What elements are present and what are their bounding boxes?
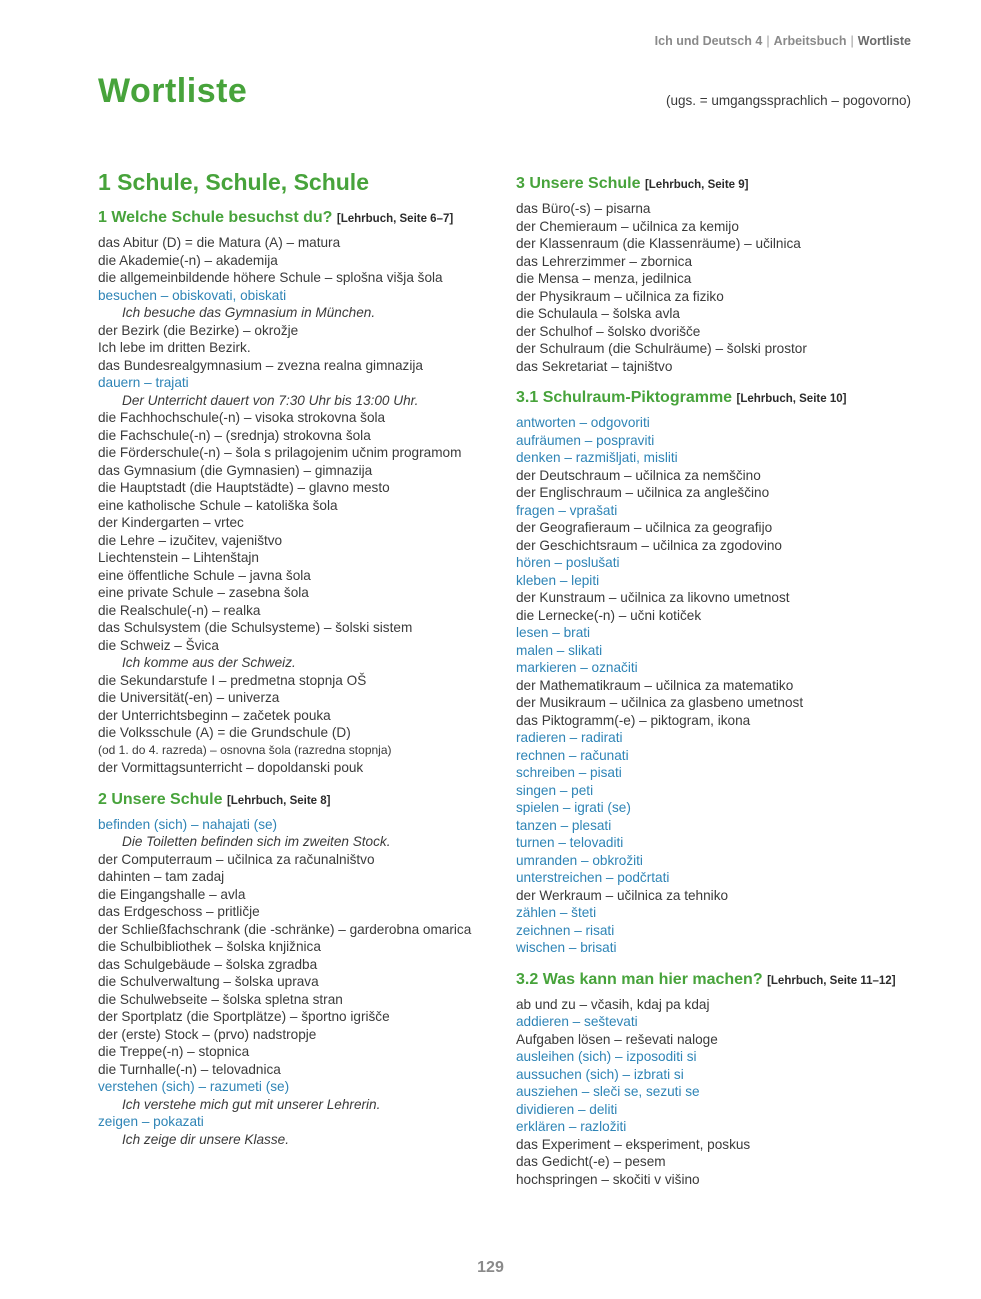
vocab-entry: die Universität(-en) – univerza (98, 690, 280, 705)
vocab-entry: die Lernecke(-n) – učni kotiček (516, 607, 702, 623)
vocab-entry: befinden (sich) – nahajati (se) (98, 816, 278, 832)
vocab-entry: der Chemieraum – učilnica za kemijo (516, 218, 739, 234)
vocab-entry: spielen – igrati (se) (516, 800, 631, 815)
vocab-entry: der Kindergarten – vrtec (98, 515, 244, 530)
section-heading (98, 208, 493, 229)
vocab-entry: ausziehen – sleči se, sezuti se (516, 1084, 700, 1099)
section-reference: [Lehrbuch, Seite 10] (736, 393, 847, 405)
vocab-entry: der Geschichtsraum – učilnica za zgodovino (516, 537, 782, 553)
vocab-entry: der Vormittagsunterricht – dopoldanski pouk (98, 760, 364, 775)
vocab-entry: die Schulwebseite – šolska spletna stran (98, 991, 343, 1007)
vocab-entry: das Erdgeschoss – pritličje (98, 904, 260, 919)
header-part: Arbeitsbuch (773, 34, 847, 48)
vocab-entry: das Sekretariat – tajništvo (516, 358, 673, 374)
header-book: Ich und Deutsch 4 (654, 34, 763, 48)
vocab-entry: die Realschule(-n) – realka (98, 602, 261, 618)
section-reference: [Lehrbuch, Seite 9] (644, 179, 749, 191)
chapter-title: 1 Schule, Schule, Schule (98, 169, 369, 195)
vocab-entry: singen – peti (516, 782, 594, 798)
vocab-entry: zählen – šteti (516, 905, 597, 920)
vocab-entry: die Lehre – izučitev, vajeništvo (98, 532, 283, 548)
running-header: Ich und Deutsch 4 | Arbeitsbuch | Wortliste (654, 34, 911, 48)
vocab-entry: denken – razmišljati, misliti (516, 450, 678, 465)
left-column (98, 168, 493, 1161)
vocab-entry: der Physikraum – učilnica za fiziko (516, 288, 724, 304)
vocab-entry: die Turnhalle(-n) – telovadnica (98, 1061, 281, 1077)
section-title: 2 Unsere Schule (98, 790, 223, 808)
vocab-entry: das Lehrerzimmer – zbornica (516, 253, 693, 269)
vocab-entry: eine katholische Schule – katoliška šola (98, 497, 338, 513)
vocab-entry: das Piktogramm(-e) – piktogram, ikona (516, 712, 751, 728)
vocab-entry: besuchen – obiskovati, obiskati (98, 287, 287, 303)
section (516, 174, 916, 375)
example-sentence: Ich zeige dir unsere Klasse. (122, 1131, 289, 1147)
vocab-entry: erklären – razložiti (516, 1119, 627, 1134)
vocab-entry: der Geografieraum – učilnica za geografijo (516, 520, 773, 535)
vocab-entry: dahinten – tam zadaj (98, 869, 225, 884)
vocab-entry: der Bezirk (die Bezirke) – okrožje (98, 322, 299, 338)
vocab-entry: der (erste) Stock – (prvo) nadstropje (98, 1026, 317, 1042)
vocab-entry: hören – poslušati (516, 555, 620, 570)
vocab-entry: das Bundesrealgymnasium – zvezna realna gimnazija (98, 357, 423, 373)
vocab-entry: schreiben – pisati (516, 765, 622, 780)
vocab-entry: der Sportplatz (die Sportplätze) – športno igrišče (98, 1009, 390, 1024)
example-sentence: Ich besuche das Gymnasium in München. (122, 305, 376, 320)
section (516, 388, 916, 957)
vocab-entry: Ich lebe im dritten Bezirk. (98, 340, 251, 355)
vocab-entry: Liechtenstein – Lihtenštajn (98, 550, 259, 565)
vocab-entry: das Büro(-s) – pisarna (516, 201, 651, 216)
vocab-entry: malen – slikati (516, 642, 603, 658)
vocab-entry: der Mathematikraum – učilnica za matematiko (516, 677, 794, 693)
example-sentence: Der Unterricht dauert von 7:30 Uhr bis 13:00 Uhr. (122, 392, 419, 408)
vocab-entry: die Akademie(-n) – akademija (98, 252, 278, 268)
header-current: Wortliste (857, 34, 911, 48)
vocab-entry: der Musikraum – učilnica za glasbeno umetnost (516, 695, 804, 710)
page-number: 129 (477, 1259, 504, 1276)
vocab-entry: der Schulhof – šolsko dvorišče (516, 323, 701, 339)
vocab-entry: das Experiment – eksperiment, poskus (516, 1136, 751, 1152)
vocab-entry: die Eingangshalle – avla (98, 886, 246, 902)
vocab-entry: der Computerraum – učilnica za računalništvo (98, 851, 375, 867)
vocab-entry: die Treppe(-n) – stopnica (98, 1044, 250, 1059)
vocab-entry: der Klassenraum (die Klassenräume) – učilnica (516, 236, 801, 251)
vocab-entry: antworten – odgovoriti (516, 415, 650, 430)
vocab-entry: rechnen – računati (516, 747, 629, 763)
vocab-entry: fragen – vprašati (516, 502, 618, 518)
section-reference: [Lehrbuch, Seite 6–7] (336, 213, 454, 225)
vocab-entry: das Schulsystem (die Schulsysteme) – šolski sistem (98, 620, 413, 635)
vocab-entry: die Fachhochschule(-n) – visoka strokovna šola (98, 410, 386, 425)
vocab-entry: die Schulaula – šolska avla (516, 306, 680, 321)
vocab-entry: der Schulraum (die Schulräume) – šolski prostor (516, 341, 807, 356)
vocab-entry: die Fachschule(-n) – (srednja) strokovna šola (98, 427, 371, 443)
section-title: 3 Unsere Schule (516, 175, 641, 192)
vocab-entry: markieren – označiti (516, 660, 638, 675)
vocab-entry: hochspringen – skočiti v višino (516, 1171, 700, 1187)
vocab-entry: turnen – telovaditi (516, 835, 624, 850)
vocab-entry: Aufgaben lösen – reševati naloge (516, 1031, 718, 1047)
vocab-entry: ausleihen (sich) – izposoditi si (516, 1049, 697, 1064)
vocab-entry: das Gymnasium (die Gymnasien) – gimnazija (98, 462, 373, 478)
section-heading (516, 174, 916, 195)
vocab-entry: der Unterrichtsbeginn – začetek pouka (98, 707, 331, 723)
vocab-entry: die Hauptstadt (die Hauptstädte) – glavno mesto (98, 480, 390, 495)
vocab-entry: die Schulbibliothek – šolska knjižnica (98, 939, 321, 954)
example-sentence: Ich verstehe mich gut mit unserer Lehrerin. (122, 1096, 381, 1112)
section-heading (516, 388, 916, 409)
example-sentence: Ich komme aus der Schweiz. (122, 655, 296, 670)
vocab-entry: zeigen – pokazati (98, 1114, 204, 1129)
vocab-entry: die Förderschule(-n) – šola s prilagojenim učnim programom (98, 445, 462, 460)
vocab-entry: die Volksschule (A) = die Grundschule (D) (98, 725, 351, 740)
vocab-entry: die Sekundarstufe I – predmetna stopnja OŠ (98, 672, 367, 688)
vocab-entry: das Gedicht(-e) – pesem (516, 1154, 666, 1169)
example-sentence: Die Toiletten befinden sich im zweiten Stock. (122, 834, 391, 849)
section-reference: [Lehrbuch, Seite 11–12] (767, 974, 896, 987)
right-column (516, 174, 916, 1201)
vocab-entry: das Schulgebäude – šolska zgradba (98, 956, 318, 972)
vocab-entry: wischen – brisati (516, 940, 617, 955)
section-heading (516, 970, 916, 991)
vocab-entry: die Schulverwaltung – šolska uprava (98, 974, 319, 989)
vocab-entry: ab und zu – včasih, kdaj pa kdaj (516, 996, 710, 1012)
section-reference: [Lehrbuch, Seite 8] (226, 794, 331, 807)
abbreviation-note: (ugs. = umgangssprachlich – pogovorno) (665, 93, 911, 108)
vocab-entry: der Werkraum – učilnica za tehniko (516, 887, 729, 903)
vocab-entry: zeichnen – risati (516, 922, 615, 938)
vocab-entry: radieren – radirati (516, 730, 623, 745)
vocab-entry: unterstreichen – podčrtati (516, 870, 670, 885)
vocab-entry: verstehen (sich) – razumeti (se) (98, 1079, 290, 1094)
vocab-entry: (od 1. do 4. razreda) – osnovna šola (razredna stopnja) (98, 742, 392, 757)
vocab-entry: der Schließfachschrank (die -schränke) – garderobna omarica (98, 921, 472, 937)
section-title: 1 Welche Schule besuchst du? (98, 209, 333, 226)
vocab-entry: der Deutschraum – učilnica za nemščino (516, 467, 761, 483)
vocab-entry: dividieren – deliti (516, 1101, 618, 1117)
vocab-entry: dauern – trajati (98, 375, 189, 390)
vocab-entry: eine öffentliche Schule – javna šola (98, 567, 311, 583)
vocab-entry: der Kunstraum – učilnica za likovno umetnost (516, 590, 790, 605)
vocab-entry: eine private Schule – zasebna šola (98, 585, 309, 600)
vocab-entry: die Schweiz – Švica (98, 637, 219, 653)
vocab-entry: addieren – seštevati (516, 1014, 638, 1029)
section-title: 3.2 Was kann man hier machen? (516, 970, 763, 988)
vocab-entry: tanzen – plesati (516, 817, 612, 833)
vocab-entry: die Mensa – menza, jedilnica (516, 271, 692, 286)
vocab-entry: die allgemeinbildende höhere Schule – splošna višja šola (98, 270, 443, 285)
section (98, 208, 493, 777)
vocab-entry: das Abitur (D) = die Matura (A) – matura (98, 235, 341, 250)
section-title: 3.1 Schulraum-Piktogramme (516, 389, 733, 406)
section-heading (98, 790, 493, 811)
vocab-entry: aufräumen – pospraviti (516, 432, 655, 448)
page-title: Wortliste (98, 72, 248, 110)
vocab-entry: umranden – obkrožiti (516, 852, 643, 868)
vocab-entry: lesen – brati (516, 625, 591, 640)
vocab-entry: der Englischraum – učilnica za angleščino (516, 485, 770, 500)
section (516, 970, 916, 1189)
vocab-entry: kleben – lepiti (516, 572, 600, 588)
section (98, 790, 493, 1149)
vocab-entry: aussuchen (sich) – izbrati si (516, 1066, 684, 1082)
